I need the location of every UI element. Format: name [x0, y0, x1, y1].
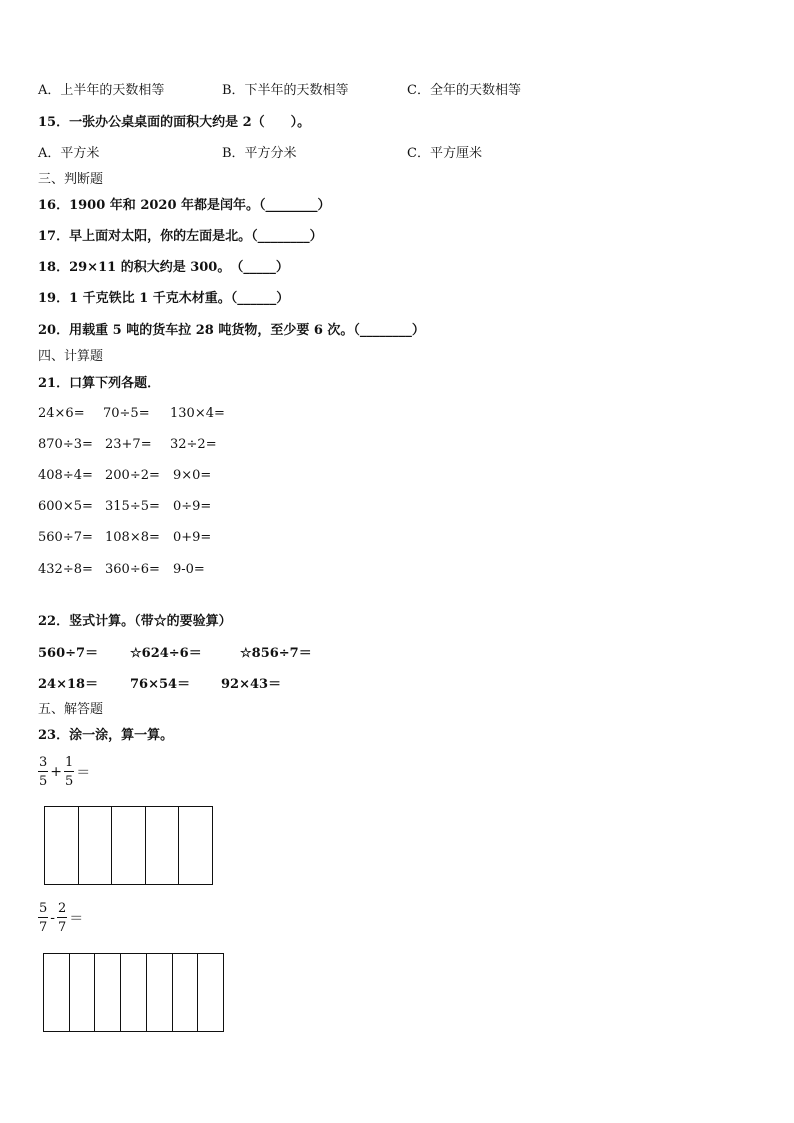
section-heading-solve: 五、解答题 — [38, 702, 104, 717]
oral-calc-item: 32÷2= — [170, 437, 217, 452]
bar-cell[interactable] — [121, 954, 147, 1031]
section-heading-judgement: 三、判断题 — [38, 172, 104, 187]
vertical-calc-item: 92×43＝ — [221, 677, 282, 692]
oral-calc-item: 360÷6= — [105, 562, 160, 577]
fraction-numerator: 2 — [58, 901, 67, 916]
oral-calc-item: 200÷2= — [105, 468, 160, 483]
question-22-stem: 22．竖式计算。（带☆的要验算） — [38, 614, 232, 629]
fraction-denominator: 7 — [39, 920, 48, 935]
oral-calc-item: 70÷5= — [103, 406, 150, 421]
question-17: 17．早上面对太阳，你的左面是北。（________） — [38, 229, 323, 244]
equals-sign: ＝ — [76, 765, 91, 781]
vertical-calc-item: ☆856÷7＝ — [240, 646, 312, 661]
fraction-bar-sevenths[interactable] — [43, 953, 224, 1032]
oral-calc-item: 315÷5= — [105, 499, 160, 514]
fraction-denominator: 5 — [65, 774, 74, 789]
oral-calc-item: 9-0= — [173, 562, 205, 577]
q15-stem: 15．一张办公桌桌面的面积大约是 2（ ）。 — [38, 115, 311, 130]
q15-option-c: C．平方厘米 — [407, 146, 482, 161]
vertical-calc-item: 76×54＝ — [130, 677, 191, 692]
question-19: 19．1 千克铁比 1 千克木材重。（______） — [38, 291, 290, 306]
fraction-numerator: 1 — [65, 755, 74, 770]
question-21-stem: 21．口算下列各题． — [38, 376, 161, 391]
vertical-calc-item: ☆624÷6＝ — [130, 646, 202, 661]
oral-calc-item: 432÷8= — [38, 562, 93, 577]
oral-calc-item: 408÷4= — [38, 468, 93, 483]
oral-calc-item: 870÷3= — [38, 437, 93, 452]
bar-cell[interactable] — [198, 954, 223, 1031]
fraction-denominator: 5 — [39, 774, 48, 789]
question-20: 20．用载重 5 吨的货车拉 28 吨货物，至少要 6 次。（________） — [38, 323, 425, 338]
vertical-calc-item: 24×18＝ — [38, 677, 99, 692]
bar-cell[interactable] — [44, 954, 70, 1031]
q14-option-c: C．全年的天数相等 — [407, 83, 521, 98]
fraction-2-7 — [57, 902, 67, 934]
fraction-numerator: 3 — [39, 755, 48, 770]
oral-calc-item: 0+9= — [173, 530, 212, 545]
fraction-bar-fifths[interactable] — [44, 806, 213, 885]
oral-calc-item: 600×5= — [38, 499, 93, 514]
fraction-expression-subtract — [38, 902, 85, 934]
fraction-5-7 — [38, 902, 48, 934]
oral-calc-item: 130×4= — [170, 406, 225, 421]
equals-sign: ＝ — [69, 911, 84, 927]
bar-cell[interactable] — [79, 807, 113, 884]
question-23-stem: 23．涂一涂，算一算。 — [38, 728, 174, 743]
bar-cell[interactable] — [179, 807, 212, 884]
bar-cell[interactable] — [173, 954, 199, 1031]
oral-calc-item: 23+7= — [105, 437, 152, 452]
fraction-1-5 — [64, 756, 74, 788]
oral-calc-item: 108×8= — [105, 530, 160, 545]
fraction-expression-add — [38, 756, 92, 788]
bar-cell[interactable] — [45, 807, 79, 884]
question-18: 18．29×11 的积大约是 300。 （_____） — [38, 260, 289, 275]
bar-cell[interactable] — [95, 954, 121, 1031]
oral-calc-item: 0÷9= — [173, 499, 212, 514]
fraction-denominator: 7 — [58, 920, 67, 935]
question-16: 16．1900 年和 2020 年都是闰年。（________） — [38, 198, 331, 213]
oral-calc-item: 24×6= — [38, 406, 85, 421]
vertical-calc-item: 560÷7＝ — [38, 646, 99, 661]
plus-sign: + — [50, 764, 63, 780]
q14-option-b: B．下半年的天数相等 — [222, 83, 349, 98]
oral-calc-item: 9×0= — [173, 468, 212, 483]
bar-cell[interactable] — [70, 954, 96, 1031]
q14-option-a: A．上半年的天数相等 — [38, 83, 165, 98]
q15-option-b: B．平方分米 — [222, 146, 297, 161]
bar-cell[interactable] — [147, 954, 173, 1031]
fraction-3-5 — [38, 756, 48, 788]
minus-sign: - — [50, 910, 56, 926]
bar-cell[interactable] — [146, 807, 180, 884]
fraction-numerator: 5 — [39, 901, 48, 916]
oral-calc-item: 560÷7= — [38, 530, 93, 545]
section-heading-calculation: 四、计算题 — [38, 349, 104, 364]
q15-option-a: A．平方米 — [38, 146, 100, 161]
bar-cell[interactable] — [112, 807, 146, 884]
